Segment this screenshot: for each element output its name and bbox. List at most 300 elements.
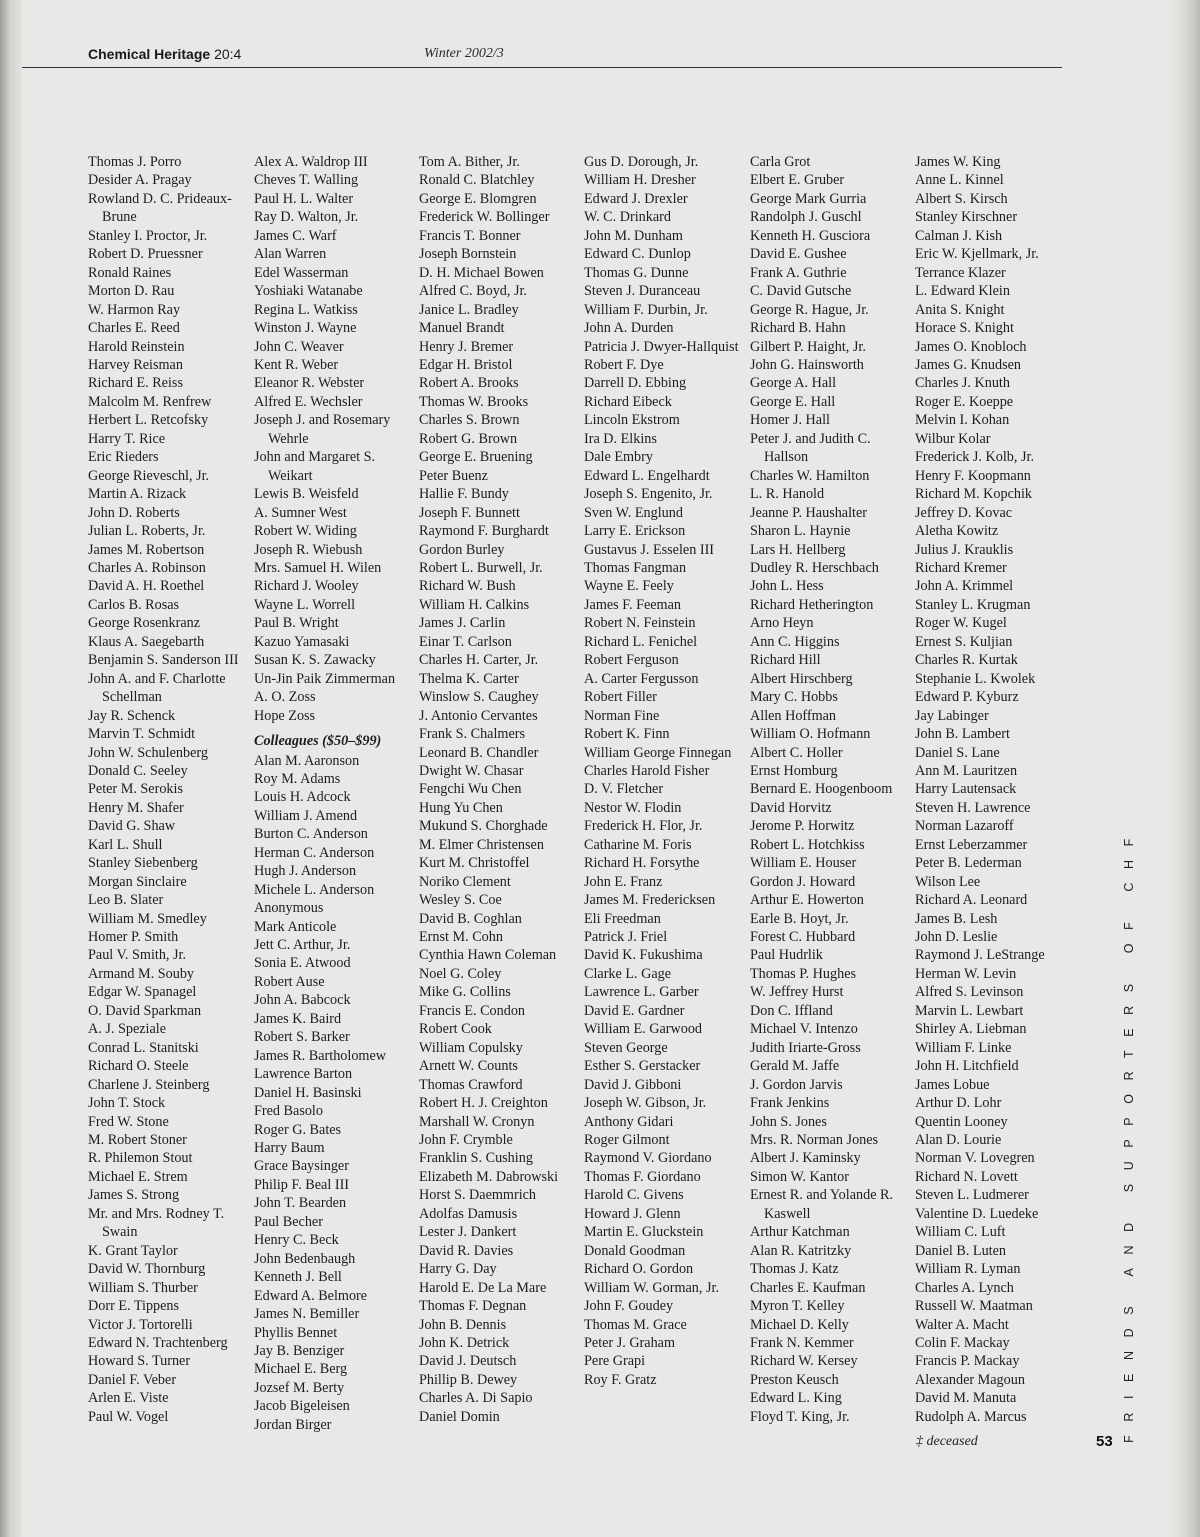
donor-name: Colin F. Mackay <box>915 1335 1010 1351</box>
donor-name: Lester J. Dankert <box>419 1224 517 1241</box>
donor-name: Jett C. Arthur, Jr. <box>254 937 351 954</box>
donor-name: John K. Detrick <box>419 1335 510 1351</box>
donor-name: Edward A. Belmore <box>254 1287 368 1304</box>
donor-name: John C. Weaver <box>254 338 344 355</box>
donor-name: Eleanor R. Webster <box>254 375 365 392</box>
donor-name: Lincoln Ekstrom <box>584 412 680 429</box>
donor-name: David R. Davies <box>419 1242 514 1259</box>
donor-name: Lewis B. Weisfeld <box>254 486 359 503</box>
donor-name: Robert G. Brown <box>419 430 518 447</box>
donor-name: David M. Manuta <box>915 1390 1017 1407</box>
donor-name: Gus D. Dorough, Jr. <box>584 154 699 170</box>
donor-name: Thomas F. Giordano <box>584 1168 701 1185</box>
donor-name: Stanley L. Krugman <box>915 596 1031 613</box>
donor-name: Eric W. Kjellmark, Jr. <box>915 246 1039 263</box>
donor-name: Julian L. Roberts, Jr. <box>88 523 206 540</box>
donor-name: Alfred E. Wechsler <box>254 393 363 410</box>
donor-name: Alan Warren <box>254 246 327 263</box>
donor-name: Yoshiaki Watanabe <box>254 283 363 300</box>
donor-name: Alan M. Aaronson <box>254 752 360 769</box>
donor-name: Mrs. Samuel H. Wilen <box>254 559 382 576</box>
donor-name: Hugh J. Anderson <box>254 863 357 880</box>
donor-name: Jacob Bigeleisen <box>254 1398 350 1415</box>
donor-name: Robert N. Feinstein <box>584 615 696 632</box>
donor-name: William H. Dresher <box>584 172 696 189</box>
donor-name: James M. Robertson <box>88 541 205 558</box>
donor-name: Philip F. Beal III <box>254 1176 350 1193</box>
donor-name: Michael D. Kelly <box>750 1316 849 1333</box>
donor-name: Frank A. Guthrie <box>750 264 847 281</box>
donor-name: Fred Basolo <box>254 1103 323 1120</box>
donor-name: Frederick W. Bollinger <box>419 209 550 226</box>
donor-name: William W. Gorman, Jr. <box>584 1279 719 1296</box>
donor-name: Harold E. De La Mare <box>419 1279 547 1296</box>
donor-name: Henry F. Koopmann <box>915 467 1031 484</box>
donor-name: Patrick J. Friel <box>584 929 668 946</box>
donor-name: Albert C. Holler <box>750 744 843 761</box>
donor-name: Richard M. Kopchik <box>915 486 1033 503</box>
donor-name: James B. Lesh <box>915 910 998 927</box>
donor-name: Sonia E. Atwood <box>254 955 351 972</box>
donor-name: Daniel Domin <box>419 1408 500 1425</box>
donor-name: Richard B. Hahn <box>750 320 846 337</box>
donor-name: Roger W. Kugel <box>915 615 1007 632</box>
donor-name: Harvey Reisman <box>88 356 183 373</box>
donor-name: Richard W. Kersey <box>750 1353 858 1370</box>
donor-name: Robert W. Widing <box>254 523 357 540</box>
donor-name: Jozsef M. Berty <box>254 1379 345 1396</box>
donor-name: Phillip B. Dewey <box>419 1371 518 1388</box>
donor-name: Mukund S. Chorghade <box>419 818 548 835</box>
donor-name: David J. Gibboni <box>584 1076 682 1093</box>
donor-name: Randolph J. Guschl <box>750 209 862 226</box>
donor-name: James F. Feeman <box>584 596 681 613</box>
donor-name: Francis E. Condon <box>419 1002 526 1019</box>
donor-name: Joseph J. and Rosemary Wehrle <box>254 412 391 447</box>
donor-name: Anonymous <box>254 900 324 917</box>
donor-name: Gordon Burley <box>419 541 505 558</box>
donor-name: Franklin S. Cushing <box>419 1150 533 1167</box>
donor-name: John and Margaret S. Weikart <box>254 449 376 484</box>
donor-name: Alexander Magoun <box>915 1371 1025 1388</box>
donor-name: William F. Durbin, Jr. <box>584 301 708 318</box>
donor-name: Albert S. Kirsch <box>915 190 1008 207</box>
donor-name: Robert F. Dye <box>584 356 664 373</box>
donor-name: O. David Sparkman <box>88 1002 202 1019</box>
donor-name: Raymond J. LeStrange <box>915 947 1045 964</box>
donor-name: Edward P. Kyburz <box>915 689 1019 706</box>
donor-name: Thomas J. Porro <box>88 154 182 170</box>
donor-column-4 <box>584 153 742 1389</box>
donor-name: Karl L. Shull <box>88 836 163 853</box>
donor-name: Thomas J. Katz <box>750 1261 839 1278</box>
donor-name: Catharine M. Foris <box>584 836 692 853</box>
donor-name: Ronald C. Blatchley <box>419 172 535 189</box>
donor-name: Wayne L. Worrell <box>254 596 356 613</box>
donor-name: Carla Grot <box>750 154 811 170</box>
donor-name: William O. Hofmann <box>750 726 871 743</box>
donor-name: Arthur E. Howerton <box>750 892 864 909</box>
donor-name: Dudley R. Herschbach <box>750 559 879 576</box>
journal-name: Chemical Heritage <box>88 46 211 62</box>
donor-name: James O. Knobloch <box>915 338 1027 355</box>
donor-name: Kurt M. Christoffel <box>419 855 530 872</box>
donor-name: Richard W. Bush <box>419 578 516 595</box>
donor-name: Fengchi Wu Chen <box>419 781 522 798</box>
donor-name: Klaus A. Saegebarth <box>88 633 205 650</box>
donor-name: John F. Crymble <box>419 1132 513 1149</box>
donor-name: Patricia J. Dwyer-Hallquist <box>584 338 739 355</box>
donor-name: W. Harmon Ray <box>88 301 181 318</box>
donor-name: Jeffrey D. Kovac <box>915 504 1013 521</box>
donor-name: Darrell D. Ebbing <box>584 375 687 392</box>
donor-name: Charles J. Knuth <box>915 375 1010 392</box>
donor-name: Paul H. L. Walter <box>254 190 354 207</box>
donor-name: William E. Garwood <box>584 1021 703 1038</box>
donor-name: Charles E. Kaufman <box>750 1279 866 1296</box>
donor-name: Earle B. Hoyt, Jr. <box>750 910 849 927</box>
donor-name: Frederick J. Kolb, Jr. <box>915 449 1034 466</box>
donor-name: John S. Jones <box>750 1113 827 1130</box>
donor-name: Ernest R. and Yolande R. Kaswell <box>750 1187 894 1222</box>
donor-name: David B. Coghlan <box>419 910 522 927</box>
donor-name: Howard S. Turner <box>88 1353 191 1370</box>
donor-name: Susan K. S. Zawacky <box>254 652 376 669</box>
volume-issue: 20:4 <box>214 46 242 62</box>
donor-name: Wilson Lee <box>915 873 981 890</box>
donor-name: Richard O. Steele <box>88 1058 189 1075</box>
donor-name: C. David Gutsche <box>750 283 852 300</box>
donor-name: Winslow S. Caughey <box>419 689 539 706</box>
donor-name: Roy F. Gratz <box>584 1371 657 1388</box>
donor-name: George E. Blomgren <box>419 190 537 207</box>
donor-name: Robert Filler <box>584 689 657 706</box>
donor-name: Thomas G. Dunne <box>584 264 689 281</box>
donor-name: James R. Bartholomew <box>254 1047 387 1064</box>
donor-name: Norman Lazaroff <box>915 818 1014 835</box>
donor-name: Carlos B. Rosas <box>88 596 180 613</box>
donor-name: Edward N. Trachtenberg <box>88 1335 228 1351</box>
donor-name: Hallie F. Bundy <box>419 486 509 503</box>
footnote-deceased: ‡ deceased <box>916 1434 978 1449</box>
donor-name: James N. Bemiller <box>254 1306 360 1323</box>
donor-name: Henry J. Bremer <box>419 338 514 355</box>
donor-name: George Mark Gurria <box>750 190 867 207</box>
donor-name: Norman V. Lovegren <box>915 1150 1035 1167</box>
donor-name: Richard Kremer <box>915 559 1007 576</box>
donor-name: Julius J. Krauklis <box>915 541 1014 558</box>
donor-name: D. H. Michael Bowen <box>419 264 544 281</box>
donor-name: Marshall W. Cronyn <box>419 1113 535 1130</box>
donor-column-3 <box>419 153 577 1426</box>
donor-name: Russell W. Maatman <box>915 1298 1033 1315</box>
donor-name: Anita S. Knight <box>915 301 1005 318</box>
donor-name: D. V. Fletcher <box>584 781 664 798</box>
donor-name: John A. Babcock <box>254 992 351 1009</box>
donor-name: Stanley Siebenberg <box>88 855 198 872</box>
donor-name: Paul Becher <box>254 1213 323 1230</box>
donor-column-5 <box>750 153 908 1426</box>
donor-name: Benjamin S. Sanderson III <box>88 652 239 669</box>
donor-name: Horst S. Daemmrich <box>419 1187 537 1204</box>
donor-name: Calman J. Kish <box>915 227 1003 244</box>
donor-name: Homer P. Smith <box>88 929 179 946</box>
donor-name: Frederick H. Flor, Jr. <box>584 818 703 835</box>
donor-name: Mark Anticole <box>254 918 337 935</box>
donor-name: William J. Amend <box>254 807 358 824</box>
donor-name: Gordon J. Howard <box>750 873 856 890</box>
donor-name: Robert A. Brooks <box>419 375 519 392</box>
donor-name: Robert Ause <box>254 973 325 990</box>
donor-name: Victor J. Tortorelli <box>88 1316 193 1333</box>
donor-name: John F. Goudey <box>584 1298 674 1315</box>
donor-name: Steven L. Ludmerer <box>915 1187 1029 1204</box>
donor-name: Larry E. Erickson <box>584 523 686 540</box>
donor-name: Albert Hirschberg <box>750 670 853 687</box>
donor-name: Cheves T. Walling <box>254 172 359 189</box>
donor-name: Charles Harold Fisher <box>584 762 710 779</box>
donor-name: Armand M. Souby <box>88 965 195 982</box>
donor-name: Einar T. Carlson <box>419 633 512 650</box>
donor-name: Paul Hudrlik <box>750 947 823 964</box>
donor-name: Kent R. Weber <box>254 356 339 373</box>
donor-name: Noriko Clement <box>419 873 511 890</box>
donor-name: Preston Keusch <box>750 1371 839 1388</box>
donor-name: Melvin I. Kohan <box>915 412 1010 429</box>
donor-name: Robert L. Hotchkiss <box>750 836 865 853</box>
donor-name: George Rosenkranz <box>88 615 201 632</box>
donor-list-part-1 <box>254 153 412 725</box>
donor-name: William George Finnegan <box>584 744 732 761</box>
donor-name: Thelma K. Carter <box>419 670 519 687</box>
donor-name: John T. Stock <box>88 1095 166 1112</box>
donor-name: Robert H. J. Creighton <box>419 1095 548 1112</box>
donor-name: James Lobue <box>915 1076 990 1093</box>
donor-name: Dwight W. Chasar <box>419 762 524 779</box>
donor-name: Wilbur Kolar <box>915 430 991 447</box>
donor-name: Hung Yu Chen <box>419 799 503 816</box>
donor-name: Herman C. Anderson <box>254 844 375 861</box>
donor-name: Morgan Sinclaire <box>88 873 187 890</box>
donor-name: Myron T. Kelley <box>750 1298 845 1315</box>
donor-name: Alfred C. Boyd, Jr. <box>419 283 527 300</box>
donor-name: Esther S. Gerstacker <box>584 1058 701 1075</box>
donor-name: K. Grant Taylor <box>88 1242 178 1259</box>
donor-name: William S. Thurber <box>88 1279 198 1296</box>
donor-name: Harry Baum <box>254 1140 325 1157</box>
donor-name: George E. Bruening <box>419 449 533 466</box>
donor-name: William Copulsky <box>419 1039 523 1056</box>
donor-name: Lars H. Hellberg <box>750 541 846 558</box>
donor-name: Martin E. Gluckstein <box>584 1224 704 1241</box>
donor-name: Rowland D. C. Prideaux-Brune <box>88 190 232 226</box>
donor-name: Marvin L. Lewbart <box>915 1002 1024 1019</box>
donor-name: L. Edward Klein <box>915 283 1010 300</box>
donor-name: Mrs. R. Norman Jones <box>750 1132 879 1149</box>
donor-name: Francis P. Mackay <box>915 1353 1020 1370</box>
donor-name: Alan D. Lourie <box>915 1132 1002 1149</box>
donor-name: John B. Dennis <box>419 1316 507 1333</box>
donor-name: Alfred S. Levinson <box>915 984 1024 1001</box>
donor-name: Edward L. King <box>750 1390 842 1407</box>
donor-name: Stephanie L. Kwolek <box>915 670 1036 687</box>
donor-name: Harold Reinstein <box>88 338 185 355</box>
donor-name: Richard Eibeck <box>584 393 672 410</box>
donor-name: Ann C. Higgins <box>750 633 840 650</box>
donor-name: Richard N. Lovett <box>915 1168 1018 1185</box>
donor-name: Ira D. Elkins <box>584 430 657 447</box>
donor-name: Thomas W. Brooks <box>419 393 529 410</box>
donor-name: David K. Fukushima <box>584 947 703 964</box>
donor-name: Arthur Katchman <box>750 1224 850 1241</box>
donor-name: A. O. Zoss <box>254 689 316 706</box>
donor-name: J. Gordon Jarvis <box>750 1076 843 1093</box>
donor-name: Kenneth J. Bell <box>254 1269 342 1286</box>
donor-name: Daniel S. Lane <box>915 744 1000 761</box>
donor-name: Joseph F. Bunnett <box>419 504 520 521</box>
donor-name: Gustavus J. Esselen III <box>584 541 715 558</box>
donor-name: David A. H. Roethel <box>88 578 205 595</box>
donor-name: David Horvitz <box>750 799 832 816</box>
donor-name: Dale Embry <box>584 449 653 466</box>
donor-name: Daniel F. Veber <box>88 1371 177 1388</box>
donor-name: John H. Litchfield <box>915 1058 1019 1075</box>
donor-name: Donald C. Seeley <box>88 762 188 779</box>
donor-name: Michael E. Berg <box>254 1361 348 1378</box>
donor-name: Thomas P. Hughes <box>750 965 857 982</box>
donor-name: John W. Schulenberg <box>88 744 208 761</box>
donor-name: Conrad L. Stanitski <box>88 1039 199 1056</box>
donor-name: David J. Deutsch <box>419 1353 517 1370</box>
donor-name: Jay B. Benziger <box>254 1343 345 1359</box>
page-spine-shadow <box>0 0 22 1537</box>
donor-name: Dorr E. Tippens <box>88 1298 180 1315</box>
donor-name: Stanley Kirschner <box>915 209 1018 226</box>
donor-name: John A. and F. Charlotte Schellman <box>88 670 226 706</box>
donor-name: Hope Zoss <box>254 707 316 724</box>
donor-name: William E. Houser <box>750 855 857 872</box>
donor-name: Paul V. Smith, Jr. <box>88 947 187 964</box>
donor-name: Eric Rieders <box>88 449 159 466</box>
donor-name: David E. Gardner <box>584 1002 685 1019</box>
donor-name: Charles A. Robinson <box>88 559 206 576</box>
donor-name: John B. Lambert <box>915 726 1010 743</box>
donor-name: Albert J. Kaminsky <box>750 1150 861 1167</box>
donor-name: Harry Lautensack <box>915 781 1017 798</box>
donor-name: M. Elmer Christensen <box>419 836 544 853</box>
donor-name: Richard Hill <box>750 652 821 669</box>
donor-name: John A. Krimmel <box>915 578 1014 595</box>
donor-name: Ronald Raines <box>88 264 172 281</box>
donor-name: Anthony Gidari <box>584 1113 674 1130</box>
donor-name: Edward C. Dunlop <box>584 246 691 263</box>
donor-name: Horace S. Knight <box>915 320 1014 337</box>
donor-name: James G. Knudsen <box>915 356 1021 373</box>
donor-name: Joseph S. Engenito, Jr. <box>584 486 713 503</box>
donor-name: Don C. Iffland <box>750 1002 833 1019</box>
donor-name: Terrance Klazer <box>915 264 1006 281</box>
donor-name: Richard J. Wooley <box>254 578 359 595</box>
donor-name: Peter J. Graham <box>584 1335 676 1351</box>
donor-name: John T. Bearden <box>254 1195 347 1212</box>
donor-name: Steven George <box>584 1039 668 1056</box>
donor-name: Roger Gilmont <box>584 1132 670 1149</box>
donor-name: Quentin Looney <box>915 1113 1008 1130</box>
donor-name: George Rieveschl, Jr. <box>88 467 210 484</box>
donor-name: A. J. Speziale <box>88 1021 167 1038</box>
donor-name: Ernst M. Cohn <box>419 929 503 946</box>
donor-name: Allen Hoffman <box>750 707 837 724</box>
donor-name: Richard H. Forsythe <box>584 855 700 872</box>
donor-name: J. Antonio Cervantes <box>419 707 538 724</box>
donor-name: Jay R. Schenck <box>88 707 176 724</box>
donor-name: Michele L. Anderson <box>254 881 375 898</box>
donor-name: Pere Grapi <box>584 1353 646 1370</box>
donor-name: Edgar H. Bristol <box>419 356 513 373</box>
donor-name: Frank Jenkins <box>750 1095 830 1112</box>
donor-name: Robert S. Barker <box>254 1029 350 1046</box>
donor-name: Norman Fine <box>584 707 660 724</box>
sidebar-label-text: FRIENDS AND SUPPORTERS OF CHF <box>1122 825 1136 1443</box>
donor-name: John M. Dunham <box>584 227 683 244</box>
donor-name: Ernest S. Kuljian <box>915 633 1013 650</box>
donor-name: Joseph Bornstein <box>419 246 517 263</box>
donor-name: John E. Franz <box>584 873 663 890</box>
donor-name: James S. Strong <box>88 1187 180 1204</box>
donor-name: Wesley S. Coe <box>419 892 502 909</box>
donor-name: Henry M. Shafer <box>88 799 184 816</box>
donor-name: Paul W. Vogel <box>88 1408 169 1425</box>
donor-name: A. Carter Fergusson <box>584 670 699 687</box>
donor-name: Herman W. Levin <box>915 965 1017 982</box>
donor-name: Peter J. and Judith C. Hallson <box>750 430 871 466</box>
donor-name: James C. Warf <box>254 227 337 244</box>
donor-name: Thomas Crawford <box>419 1076 523 1093</box>
issue-date: Winter 2002/3 <box>424 46 504 61</box>
donor-name: Peter Buenz <box>419 467 488 484</box>
donor-name: Elbert E. Gruber <box>750 172 845 189</box>
donor-name: Edgar W. Spanagel <box>88 984 197 1001</box>
donor-name: James K. Baird <box>254 1010 342 1027</box>
donor-name: Sven W. Englund <box>584 504 683 521</box>
donor-name: Roger E. Koeppe <box>915 393 1014 410</box>
donor-name: Charles A. Di Sapio <box>419 1390 533 1407</box>
donor-name: Steven J. Duranceau <box>584 283 701 300</box>
donor-name: Alex A. Waldrop III <box>254 154 368 170</box>
donor-name: Jay Labinger <box>915 707 989 724</box>
donor-name: Regina L. Watkiss <box>254 301 358 318</box>
donor-name: John G. Hainsworth <box>750 356 864 373</box>
donor-name: William M. Smedley <box>88 910 207 927</box>
header-rule <box>22 67 1062 68</box>
donor-name: Michael E. Strem <box>88 1168 188 1185</box>
donor-name: Harry T. Rice <box>88 430 166 447</box>
donor-name: Winston J. Wayne <box>254 320 357 337</box>
donor-name: Robert Ferguson <box>584 652 679 669</box>
donor-name: Alan R. Katritzky <box>750 1242 852 1259</box>
donor-name: Marvin T. Schmidt <box>88 726 196 743</box>
donor-name: Ray D. Walton, Jr. <box>254 209 359 226</box>
donor-name: Roger G. Bates <box>254 1121 342 1138</box>
donor-name: Charles W. Hamilton <box>750 467 870 484</box>
donor-name: Kenneth H. Gusciora <box>750 227 871 244</box>
donor-name: Noel G. Coley <box>419 965 502 982</box>
donor-name: Aletha Kowitz <box>915 523 999 540</box>
donor-name: John D. Leslie <box>915 929 998 946</box>
donor-name: R. Philemon Stout <box>88 1150 193 1167</box>
donor-name: Jerome P. Horwitz <box>750 818 855 835</box>
donor-name: John L. Hess <box>750 578 824 595</box>
